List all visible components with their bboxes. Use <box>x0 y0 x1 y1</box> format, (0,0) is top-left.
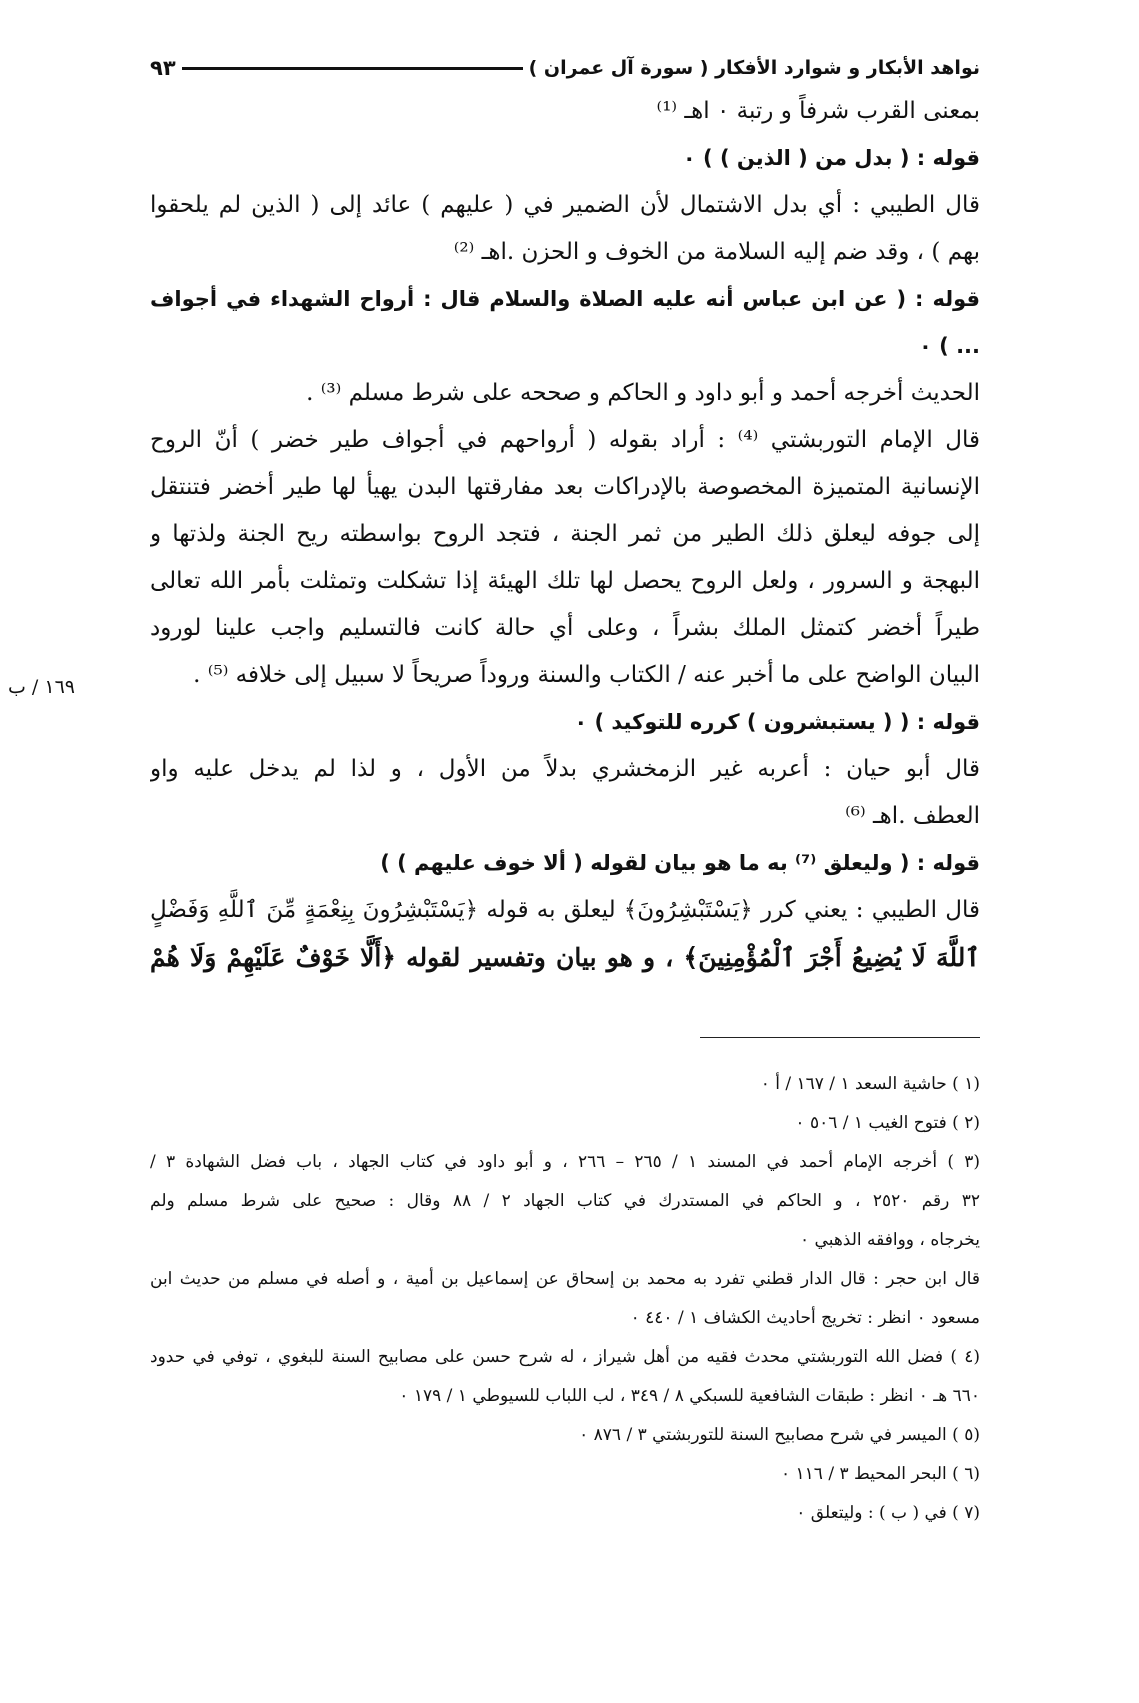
text-line: البهجة و السرور ، ولعل الروح يحصل لها تلك الهيئة إذا تشكلت وتمثلت بأمر الله تعالى <box>150 568 980 594</box>
footnote-line: (١ ) حاشية السعد ١ / ١٦٧ / أ ٠ <box>760 1074 980 1094</box>
footnote-divider <box>700 1037 980 1038</box>
footnote-line: مسعود ٠ انظر : تخريج أحاديث الكشاف ١ / ٤٤٠ ٠ <box>630 1308 980 1328</box>
text-line: بهم ) ، وقد ضم إليه السلامة من الخوف و الحزن .اهـ ⁽²⁾ <box>453 239 980 265</box>
qawluhu-heading: قوله : ( وليعلق ⁽⁷⁾ به ما هو بيان لقوله ( ألا خوف عليهم ) ) <box>380 851 980 875</box>
text-line: ٱللَّهَ لَا يُضِيعُ أَجْرَ ٱلْمُؤْمِنِينَ﴾ ، و هو بيان وتفسير لقوله ﴿أَلَّا خَوْفٌ عَلَيْهِمْ وَلَا هُمْ <box>150 943 980 972</box>
footnote-line: (٢ ) فتوح الغيب ١ / ٥٠٦ ٠ <box>795 1113 980 1133</box>
running-title: نواهد الأبكار و شوارد الأفكار ( سورة آل عمران ) <box>528 57 980 79</box>
header-rule <box>182 67 523 70</box>
text-line: قال أبو حيان : أعربه غير الزمخشري بدلاً من الأول ، و لذا لم يدخل عليه واو <box>150 756 980 782</box>
text-line: الحديث أخرجه أحمد و أبو داود و الحاكم و صححه على شرط مسلم ⁽³⁾ . <box>306 380 980 406</box>
footnote-line: قال ابن حجر : قال الدار قطني تفرد به محمد بن إسحاق عن إسماعيل بن أمية ، و أصله في مسلم من حديث ابن <box>150 1269 980 1289</box>
main-text <box>150 88 980 981</box>
text-line: قال الإمام التوربشتي ⁽⁴⁾ : أراد بقوله ( أرواحهم في أجواف طير خضر ) أنّ الروح <box>150 427 980 453</box>
footnote-line: ٣٢ رقم ٢٥٢٠ ، و الحاكم في المستدرك في كتاب الجهاد ٢ / ٨٨ وقال : صحيح على شرط مسلم ولم <box>150 1191 980 1211</box>
text-line: قال الطيبي : أي بدل الاشتمال لأن الضمير في ( عليهم ) عائد إلى ( الذين لم يلحقوا <box>150 192 980 218</box>
footnotes <box>150 1065 980 1533</box>
qawluhu-heading: قوله : ( بدل من ( الذين ) ) ٠ <box>682 146 980 170</box>
text-line: الإنسانية المتميزة المخصوصة بالإدراكات بعد مفارقتها البدن يهيأ لها طير أخضر فتنتقل <box>150 474 980 500</box>
text-line: قال الطيبي : يعني كرر ﴿يَسْتَبْشِرُونَ﴾ ليعلق به قوله ﴿يَسْتَبْشِرُونَ بِنِعْمَةٍ مِّنَ ٱللَّهِ وَفَضْلٍ <box>150 897 980 923</box>
footnote-line: (٣ ) أخرجه الإمام أحمد في المسند ١ / ٢٦٥ – ٢٦٦ ، و أبو داود في كتاب الجهاد ، باب فضل الشهادة ٣ / <box>150 1152 980 1172</box>
qawluhu-heading: قوله : ( ( يستبشرون ) كرره للتوكيد ) ٠ <box>574 710 980 734</box>
page-number: ٩٣ <box>150 56 176 80</box>
footnote-line: (٥ ) الميسر في شرح مصابيح السنة للتوربشتي ٣ / ٨٧٦ ٠ <box>579 1425 980 1445</box>
manuscript-folio-marker: ١٦٩ / ب <box>8 676 75 698</box>
footnote-line: يخرجاه ، ووافقه الذهبي ٠ <box>800 1230 980 1250</box>
text-line: العطف .اهـ ⁽⁶⁾ <box>845 803 980 829</box>
footnote-line: (٦ ) البحر المحيط ٣ / ١١٦ ٠ <box>780 1464 980 1484</box>
footnote-line: (٧ ) في ( ب ) : وليتعلق ٠ <box>796 1503 980 1523</box>
page-body <box>150 48 980 981</box>
text-line: طيراً أخضر كتمثل الملك بشراً ، وعلى أي حالة كانت فالتسليم واجب علينا لورود <box>150 615 980 641</box>
footnote-line: ٦٦٠ هـ ٠ انظر : طبقات الشافعية للسبكي ٨ / ٣٤٩ ، لب اللباب للسيوطي ١ / ١٧٩ ٠ <box>399 1386 980 1406</box>
footnote-line: (٤ ) فضل الله التوربشتي محدث فقيه من أهل شيراز ، له شرح حسن على مصابيح السنة للبغوي ، توفي في حدود <box>150 1347 980 1367</box>
qawluhu-heading: ... ) ٠ <box>919 334 980 358</box>
running-header <box>150 48 980 88</box>
text-line: البيان الواضح على ما أخبر عنه / الكتاب والسنة وروداً صريحاً لا سبيل إلى خلافه ⁽⁵⁾ . <box>193 662 980 688</box>
text-line: بمعنى القرب شرفاً و رتبة ٠ اهـ ⁽¹⁾ <box>656 98 980 124</box>
text-line: إلى جوفه ليعلق ذلك الطير من ثمر الجنة ، فتجد الروح بواسطته ريح الجنة ولذتها و <box>150 521 980 547</box>
qawluhu-heading: قوله : ( عن ابن عباس أنه عليه الصلاة والسلام قال : أرواح الشهداء في أجواف <box>150 287 980 311</box>
